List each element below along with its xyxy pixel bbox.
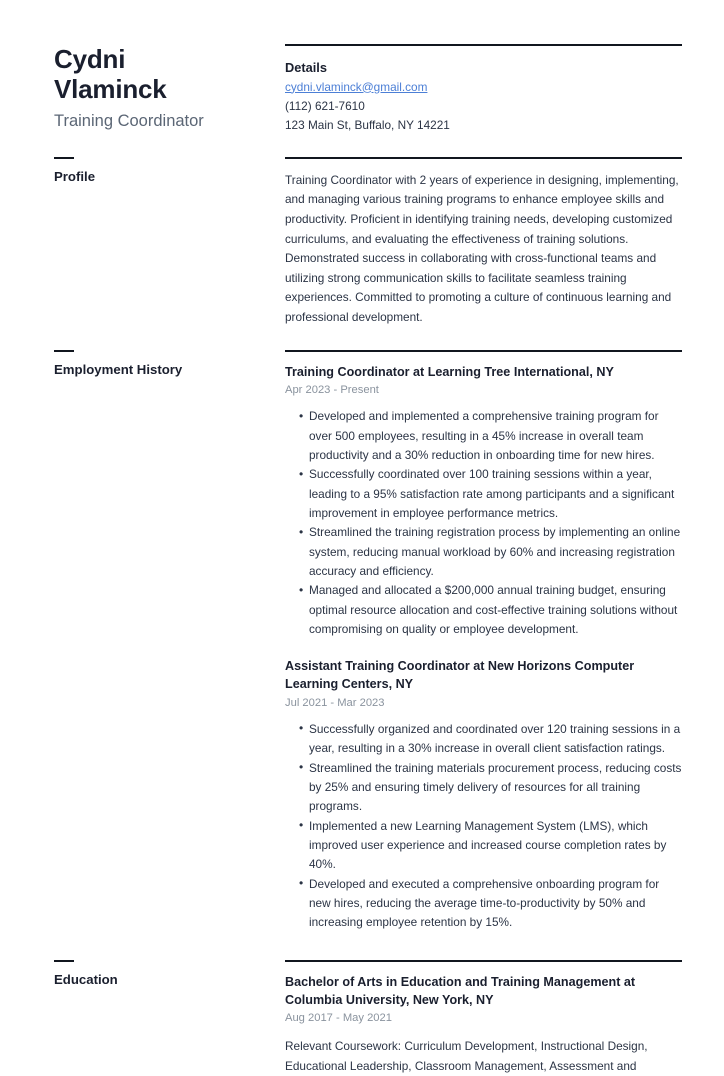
profile-body: [285, 159, 682, 328]
section-employment: [0, 350, 724, 933]
list-item: • Managed and allocated a $200,000 annual training budget, ensuring optimal resource allocation and cost-effective training solutions without compromising on quality or employee development.: [299, 581, 682, 639]
section-profile-right: [285, 157, 682, 328]
employment-entry-title: Assistant Training Coordinator at New Horizons Computer Learning Centers, NY: [285, 659, 635, 692]
spacer-before-employment: [0, 328, 724, 350]
details-column: [285, 44, 682, 135]
employment-body: [285, 352, 682, 933]
section-dash-icon: [54, 157, 74, 159]
candidate-name: [54, 44, 267, 104]
list-item: • Implemented a new Learning Management System (LMS), which improved user experience and increased course completion rates by 40%.: [299, 817, 682, 875]
list-item: • Streamlined the training materials procurement process, reducing costs by 25% and ensuring timely delivery of resources for all training programs.: [299, 759, 682, 817]
employment-entry: [285, 658, 682, 932]
list-item: • Streamlined the training registration process by implementing an online system, reducing manual workload by 60% and increasing registration accuracy and efficiency.: [299, 523, 682, 581]
candidate-name-line-1: Cydni: [54, 44, 126, 74]
list-item: • Developed and executed a comprehensive onboarding program for new hires, reducing the average time-to-productivity by 50% and increasing employee retention by 15%.: [299, 875, 682, 933]
details-phone: (112) 621-7610: [285, 98, 365, 113]
list-item: • Developed and implemented a comprehensive training program for over 500 employees, resulting in a 45% increase in overall team productivity and a 30% reduction in onboarding time for new hires.: [299, 407, 682, 465]
candidate-name-line-2: Vlaminck: [54, 74, 167, 105]
section-education-left: [54, 960, 285, 988]
section-dash-icon: [54, 960, 74, 962]
details-heading: Details: [285, 60, 327, 75]
profile-summary-text: Training Coordinator with 2 years of experience in designing, implementing, and managing various training programs to enhance employee skills and productivity. Proficient in identifying training needs, developing customized curriculums, and evaluating the effectiveness of training solutions. Demonstrated success in collaborating with cross-functional teams and utilizing strong communication skills to facilitate seamless training experiences. Committed to promoting a culture of continuous learning and professional development.: [285, 172, 679, 324]
employment-entry-bullets: [285, 720, 682, 933]
education-entry: [285, 974, 682, 1076]
header-identity: [54, 44, 285, 132]
section-profile: [0, 157, 724, 328]
section-employment-right: [285, 350, 682, 933]
spacer-before-profile: [0, 135, 724, 157]
section-employment-left: [54, 350, 285, 378]
employment-entry-date: Apr 2023 - Present: [285, 384, 379, 397]
details-section-rule: [285, 44, 682, 46]
section-profile-left: [54, 157, 285, 185]
education-entry-date: Aug 2017 - May 2021: [285, 1012, 392, 1025]
education-entry-coursework: Relevant Coursework: Curriculum Development, Instructional Design, Educational Leadership, Classroom Management, Assessment and: [285, 1039, 648, 1073]
section-education-right: [285, 960, 682, 1076]
spacer-before-education: [0, 933, 724, 960]
section-employment-label: Employment History: [54, 361, 183, 377]
section-education-label: Education: [54, 971, 118, 987]
employment-entry-bullets: [285, 407, 682, 639]
list-item: • Successfully organized and coordinated over 120 training sessions in a year, resulting in a 30% increase in overall client satisfaction ratings.: [299, 720, 682, 759]
section-education: [0, 960, 724, 1076]
details-address: 123 Main St, Buffalo, NY 14221: [285, 117, 450, 132]
details-email[interactable]: cydni.vlaminck@gmail.com: [285, 79, 428, 94]
employment-entry-date: Jul 2021 - Mar 2023: [285, 697, 385, 710]
employment-entry: [285, 364, 682, 640]
details-block: [285, 59, 682, 135]
section-profile-label: Profile: [54, 168, 96, 184]
employment-entry-title: Training Coordinator at Learning Tree International, NY: [285, 364, 614, 379]
resume-header: [0, 0, 724, 135]
education-body: [285, 962, 682, 1076]
section-dash-icon: [54, 350, 74, 352]
list-item: • Successfully coordinated over 100 training sessions within a year, leading to a 95% satisfaction rate among participants and a significant improvement in employee performance metrics.: [299, 465, 682, 523]
education-entry-title: Bachelor of Arts in Education and Training Management at Columbia University, New York, NY: [285, 974, 636, 1007]
candidate-job-title: Training Coordinator: [54, 112, 204, 131]
